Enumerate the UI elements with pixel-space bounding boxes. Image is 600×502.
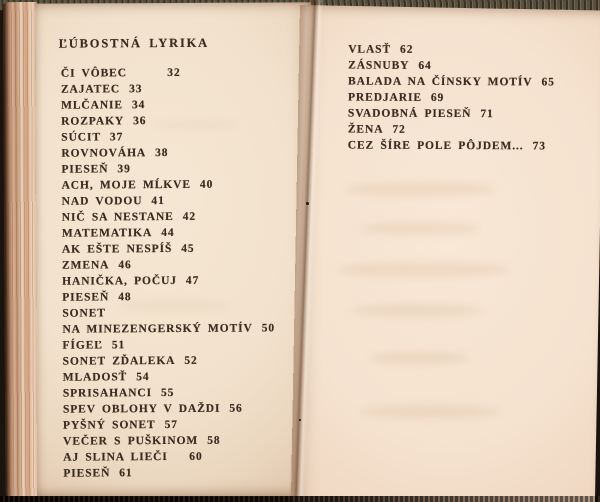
toc-entry-page-number: 72: [392, 123, 406, 136]
toc-entry-title: ACH, MOJE MĹKVE: [61, 178, 191, 192]
toc-entry-page-number: 58: [207, 434, 221, 447]
toc-entry: [63, 464, 276, 481]
toc-entry-page-number: 32: [135, 66, 181, 80]
toc-entry-list-right: [348, 42, 555, 155]
toc-entry-page-number: 38: [155, 146, 169, 160]
toc-entry-page-number: 60: [176, 450, 203, 463]
toc-entry-title: AK EŠTE NESPÍŠ: [61, 242, 173, 256]
toc-entry-title: ZAJATEC: [60, 83, 121, 96]
toc-entry: [63, 384, 276, 401]
paper-stain: [360, 222, 480, 235]
toc-entry: [348, 122, 555, 139]
section-heading: ĽÚBOSTNÁ LYRIKA: [58, 35, 209, 51]
bottom-page-edge: [0, 496, 600, 502]
toc-entry-page-number: 45: [181, 242, 195, 255]
toc-entry-page-number: 62: [400, 43, 414, 56]
toc-left-page: [58, 35, 276, 481]
toc-entry-list-left: [61, 64, 276, 481]
toc-entry: [62, 240, 275, 257]
toc-entry-page-number: 34: [131, 99, 146, 112]
toc-entry: [348, 42, 555, 59]
toc-entry-title: ŽENA: [347, 123, 384, 136]
toc-entry: [61, 160, 274, 177]
paper-stain: [370, 352, 470, 364]
toc-entry-title: FÍGEĽ: [62, 339, 103, 352]
toc-entry: [63, 432, 276, 449]
toc-entry-title: MLADOSŤ: [62, 371, 128, 384]
toc-entry-page-number: 44: [161, 226, 175, 240]
toc-entry-title: BALADA NA ČÍNSKY MOTÍV: [348, 75, 533, 89]
toc-entry-page-number: 39: [117, 163, 131, 176]
toc-entry: [348, 90, 555, 107]
toc-entry-title: CEZ ŠÍRE POLE PÔJDEM...: [347, 139, 524, 153]
toc-entry-page-number: 47: [185, 274, 200, 287]
toc-entry-title: ROVNOVÁHA: [61, 147, 147, 160]
toc-entry-page-number: 73: [532, 140, 546, 153]
toc-entry-title: SÚCIT: [61, 131, 101, 144]
toc-entry-title: VEČER S PUŠKINOM: [63, 434, 199, 448]
toc-entry-title: HANIČKA, POČUJ: [62, 274, 177, 288]
paper-stain: [360, 405, 500, 418]
toc-entry: [61, 128, 274, 145]
paper-stain: [352, 304, 482, 317]
toc-entry: [61, 96, 274, 113]
toc-entry-page-number: 48: [118, 291, 132, 304]
toc-entry-page-number: 57: [164, 418, 178, 432]
toc-entry-page-number: 41: [151, 195, 165, 208]
toc-entry-title: ČI VÔBEC: [60, 67, 127, 80]
toc-entry-page-number: 56: [229, 402, 243, 415]
toc-entry: [348, 74, 555, 91]
toc-entry-page-number: 46: [118, 259, 132, 272]
toc-entry-page-number: 55: [160, 386, 175, 400]
toc-entry-title: NIČ SA NESTANE: [61, 210, 174, 224]
toc-entry-title: SPRISAHANCI: [62, 387, 152, 400]
toc-entry: [63, 368, 276, 385]
toc-entry-title: PIESEŇ: [63, 467, 111, 480]
toc-entry-title: PYŠNÝ SONET: [62, 419, 156, 432]
toc-entry-title: ZMENA: [62, 259, 110, 272]
toc-entry-page-number: 36: [133, 115, 147, 128]
toc-entry-title: PREDJARIE: [347, 91, 422, 104]
toc-entry-page-number: 40: [199, 178, 214, 191]
toc-entry-title: MATEMATIKA: [61, 227, 153, 240]
toc-entry: [62, 288, 275, 305]
toc-entry: [61, 144, 274, 161]
toc-entry: [63, 400, 276, 417]
toc-entry: [62, 192, 275, 209]
paper-stain: [338, 262, 508, 277]
toc-entry-title: ZÁSNUBY: [348, 59, 410, 72]
toc-entry: [63, 448, 276, 465]
toc-entry: [348, 106, 555, 123]
toc-entry: [63, 416, 276, 433]
toc-entry-title: SVADOBNÁ PIESEŇ: [347, 107, 472, 121]
toc-entry: [63, 352, 276, 369]
toc-entry-page-number: 54: [136, 371, 150, 384]
paper-speck: [306, 202, 309, 205]
toc-entry-page-number: 33: [129, 83, 143, 96]
toc-entry: [62, 256, 275, 273]
toc-entry-title: AJ SLINA LIEČI: [63, 451, 168, 464]
toc-entry: [62, 176, 275, 193]
toc-entry-page-number: 52: [184, 354, 198, 367]
toc-right-page: [348, 42, 555, 155]
toc-entry-page-number: 42: [182, 210, 197, 223]
toc-entry-title: SONET: [62, 307, 106, 320]
toc-entry-page-number: 37: [109, 131, 124, 144]
toc-entry-page-number: 64: [418, 59, 432, 72]
toc-entry-page-number: 69: [430, 91, 445, 104]
toc-entry-title: NA MINEZENGERSKÝ MOTÍV: [62, 322, 253, 336]
toc-entry-page-number: 65: [541, 76, 555, 89]
toc-entry-title: SONET ZĎALEKA: [62, 354, 176, 368]
toc-entry-page-number: 71: [480, 108, 494, 121]
paper-speck: [299, 419, 301, 421]
toc-entry: [62, 208, 275, 225]
toc-entry-title: PIESEŇ: [61, 163, 109, 176]
toc-entry-page-number: 61: [119, 467, 133, 480]
page-stack-edge: [3, 2, 40, 497]
toc-entry-page-number: 51: [111, 339, 126, 352]
toc-entry: [62, 304, 275, 321]
toc-entry-title: VLASŤ: [348, 43, 392, 56]
toc-entry: [348, 58, 555, 75]
toc-entry-title: MLČANIE: [61, 99, 123, 112]
toc-entry-page-number: 50: [261, 322, 276, 335]
toc-entry: [61, 64, 274, 81]
toc-entry: [62, 224, 275, 241]
paper-stain: [345, 182, 495, 196]
toc-entry: [348, 138, 555, 155]
toc-entry: [62, 320, 275, 337]
toc-entry: [61, 112, 274, 129]
toc-entry: [62, 272, 275, 289]
toc-entry-title: NAD VODOU: [61, 195, 143, 208]
toc-entry: [61, 80, 274, 97]
toc-entry-title: ROZPAKY: [61, 115, 125, 128]
toc-entry: [62, 336, 275, 353]
toc-entry-title: PIESEŇ: [62, 291, 110, 304]
toc-entry-title: SPEV OBLOHY V DAŽDI: [62, 402, 221, 416]
